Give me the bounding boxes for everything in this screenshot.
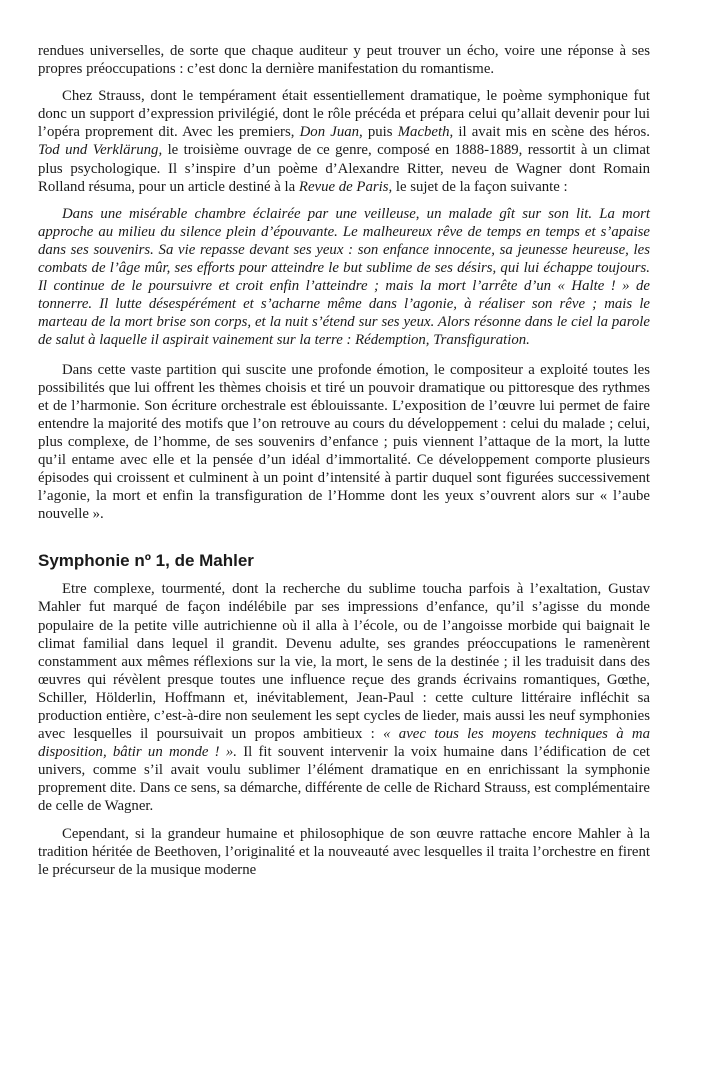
italic-title: Tod und Verklärung, — [38, 142, 163, 159]
section-heading: Symphonie nº 1, de Mahler — [38, 551, 254, 571]
paragraph-text: Etre complexe, tourmenté, dont la recherche du sublime toucha parfois à l’exaltation, Gustav Mahler fut marqué de façon indélébile par ses impressions d’enfance, qu’il s’agisse du monde populaire de la petite ville autrichienne où il alla à l’école, ou de l’angoisse morbide qui baignait le climat familial dans lequel il grandit. Devenu adulte, ses grandes préoccupations le ramenèrent constamment aux mêmes réflexions sur la vie, la mort, le sens de la destinée ; il les traduisit dans des œuvres qui révèlent presque toutes une influence reçue des grands écrivains romantiques, Gœthe, Schiller, Hölderlin, Hoffmann et, inévitablement, Jean-Paul : cette culture littéraire infléchit sa production entière, c’est-à-dire non seulement les sept cycles de lieder, mais aussi les neuf symphonies avec lesquelles il poursuivait un propos ambitieux : — [38, 581, 650, 743]
body-paragraph — [38, 42, 650, 78]
document-page — [38, 42, 650, 888]
mahler-section — [38, 580, 650, 879]
body-paragraph — [38, 580, 650, 815]
paragraph-text: puis — [362, 124, 398, 141]
paragraph-text: Chez Strauss, dont le tempérament était essentiellement dramatique, le poème symphonique fut donc un support d’expression privilégié, dont le rôle précéda et prépara celui qu’allait devenir pour lui l’opéra proprement dit. Avec les premiers, — [38, 88, 650, 141]
paragraph-text: rendues universelles, de sorte que chaque auditeur y peut trouver un écho, voire une réponse à ses propres préoccupations : c’est donc la dernière manifestation du romantisme. — [38, 43, 650, 78]
paragraph-text: Il fit souvent intervenir la voix humaine dans l’édification de cet univers, comme s’il avait voulu sublimer l’élément dramatique en en enrichissant la symphonie proprement dite. Dans ce sens, sa démarche, différente de celle de Richard Strauss, est complémentaire de celle de Wagner. — [38, 744, 650, 815]
italic-title: Macbeth, — [397, 124, 454, 141]
program-quote: Dans une misérable chambre éclairée par une veilleuse, un malade gît sur son lit. La mort approche au milieu du silence plein d’épouvante. Le malheureux rêve de temps en temps et s’apaise dans ses souvenirs. Sa vie repasse devant ses yeux : son enfance innocente, sa jeunesse heureuse, les combats de l’âge mûr, ses efforts pour atteindre le but sublime de ses désirs, qui lui échappe toujours. Il continue de le poursuivre et croit enfin l’atteindre ; mais la mort l’arrête d’un « Halte ! » de tonnerre. Il lutte désespérément et s’acharne même dans l’agonie, à réaliser son rêve ; mais le marteau de la mort brise son corps, et la nuit s’étend sur ses yeux. Alors résonne dans le ciel la parole de salut à laquelle il aspirait vainement sur la terre : Rédemption, Transfiguration. — [38, 205, 650, 349]
italic-title: « avec tous les moyens techniques à ma disposition, bâtir un monde ! ». — [38, 726, 650, 761]
body-paragraph — [38, 825, 650, 879]
body-paragraph — [38, 87, 650, 196]
italic-title: Revue de Paris, — [298, 178, 393, 195]
analysis-paragraph: Dans cette vaste partition qui suscite une profonde émotion, le compositeur a exploité toutes les possibilités que lui offrent les thèmes choisis et tiré un pouvoir dramatique ou pittoresque des rythmes et de l’harmonie. Son écriture orchestrale est éblouissante. L’exposition de l’œuvre lui permet de faire entendre la majorité des motifs que l’on retrouve au cours du développement : celui du malade ; celui, plus complexe, de l’homme, de ses souvenirs d’enfance ; puis viennent l’attaque de la mort, la lutte qu’il entame avec elle et la pensée d’un idéal d’immortalité. Ce développement comporte plusieurs épisodes qui croissent et culminent à un point d’intensité à partir duquel sont figurées successivement l’agonie, la mort et enfin la transfiguration de l’Homme dont les yeux s’ouvrent alors sur « l’aube nouvelle ». — [38, 361, 650, 523]
paragraph-text: le sujet de la façon suivante : — [392, 178, 568, 195]
paragraph-text: il avait mis en scène des héros. — [453, 124, 650, 141]
top-section — [38, 42, 650, 196]
paragraph-text: le troisième ouvrage de ce genre, composé en 1888-1889, ressortit à un climat plus psychologique. Il s’inspire d’un poème d’Alexandre Ritter, neveu de Wagner dont Romain Rolland résuma, pour un article destiné à la — [38, 142, 650, 195]
paragraph-text: Cependant, si la grandeur humaine et philosophique de son œuvre rattache encore Mahler à la tradition héritée de Beethoven, l’originalité et la nouveauté avec lesquelles il traita l’orchestre en firent le précurseur de la musique moderne — [38, 825, 650, 878]
italic-title: Don Juan, — [299, 124, 363, 141]
